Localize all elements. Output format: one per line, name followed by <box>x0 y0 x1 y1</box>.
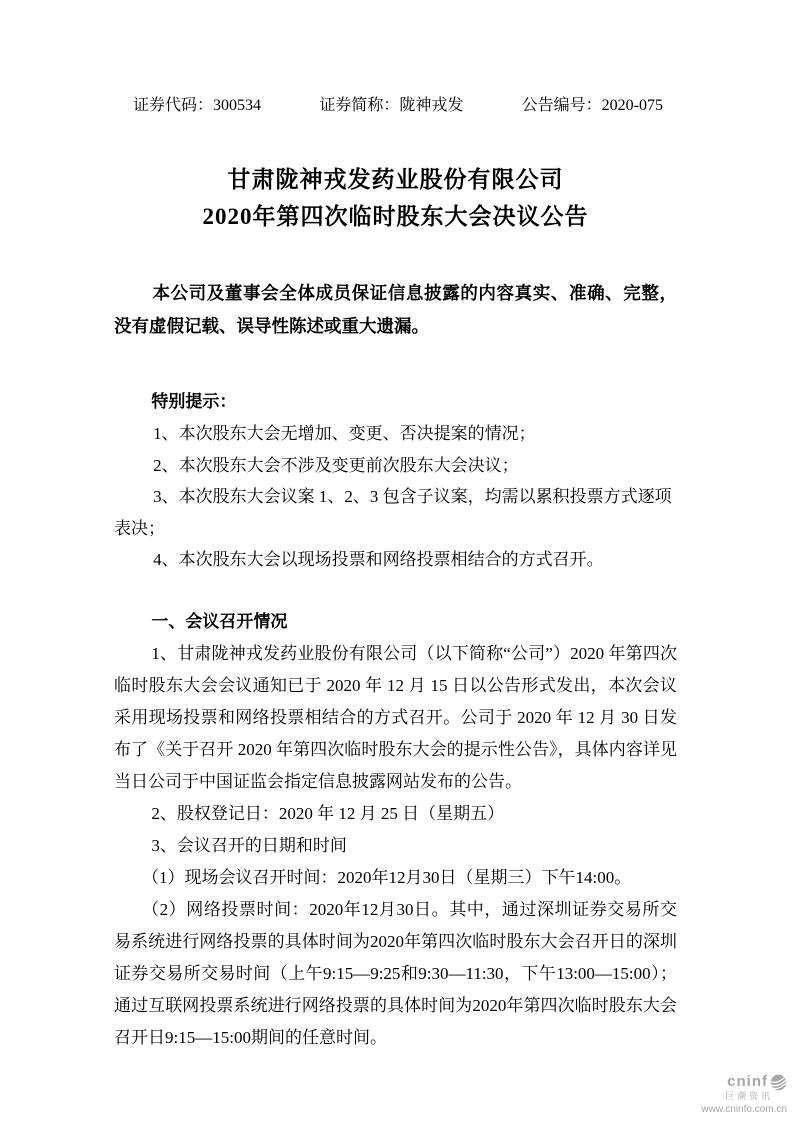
announcement-number-text: 公告编号：2020-075 <box>521 97 663 114</box>
onsite-meeting-time-line: （1）现场会议召开时间：2020年12月30日（星期三）下午14:00。 <box>142 868 632 887</box>
securities-header-row <box>133 95 663 116</box>
record-date-line: 2、股权登记日：2020 年 12 月 25 日（星期五） <box>151 804 505 823</box>
special-hint-heading: 特别提示： <box>151 392 237 411</box>
stock-code-text: 证券代码：300534 <box>133 97 262 114</box>
document-title <box>114 161 677 235</box>
document-title-line1: 甘肃陇神戎发药业股份有限公司 <box>227 167 564 192</box>
meeting-notice-paragraph: 1、甘肃陇神戎发药业股份有限公司（以下简称“公司”）2020 年第四次临时股东大会会议通知已于 2020 年 12 月 15 日以公告形式发出，本次会议采用现场投票和网络投票相结合的方式召开。公司于 2020 年 12 月 30 日发布了《关于召开 2020 年第四次临时股东大会的提示性公告》，具体内容详见当日公司于中国证监会指定信息披露网站发布的公告。 <box>114 644 677 791</box>
document-title-line2: 2020年第四次临时股东大会决议公告 <box>202 204 589 229</box>
cninfo-globe-icon <box>770 1074 787 1091</box>
special-hint-item-2: 2、本次股东大会不涉及变更前次股东大会决议； <box>153 455 519 475</box>
section1-heading: 一、会议召开情况 <box>151 611 288 631</box>
meeting-datetime-heading: 3、会议召开的日期和时间 <box>151 836 347 855</box>
special-hint-item-4: 4、本次股东大会以现场投票和网络投票相结合的方式召开。 <box>153 550 604 569</box>
special-hint-item-3: 3、本次股东大会议案 1、2、3 包含子议案，均需以累积投票方式逐项表决； <box>114 487 672 538</box>
cninfo-logo-row <box>701 1074 787 1091</box>
cninfo-logo-chinese-name: 巨潮资讯 <box>724 1091 773 1102</box>
online-voting-time-paragraph: （2）网络投票时间：2020年12月30日。其中，通过深圳证券交易所交易系统进行网络投票的具体时间为2020年第四次临时股东大会召开日的深圳证券交易所交易时间（上午9:15—9:25和9:30—11:30，下午13:00—15:00）；通过互联网投票系统进行网络投票的具体时间为2020年第四次临时股东大会召开日9:15—15:00期间的任意时间。 <box>114 900 677 1047</box>
cninfo-website-url: www.cninfo.com.cn <box>701 1104 787 1115</box>
document-content <box>0 95 793 1054</box>
special-hint-item-1: 1、本次股东大会无增加、变更、否决提案的情况； <box>153 424 536 443</box>
cninfo-logo <box>701 1074 787 1115</box>
stock-name-text: 证券简称：陇神戎发 <box>319 97 464 114</box>
disclosure-statement: 本公司及董事会全体成员保证信息披露的内容真实、准确、完整，没有虚假记载、误导性陈述或重大遗漏。 <box>114 283 677 336</box>
cninfo-logo-text: cninf <box>727 1073 768 1091</box>
